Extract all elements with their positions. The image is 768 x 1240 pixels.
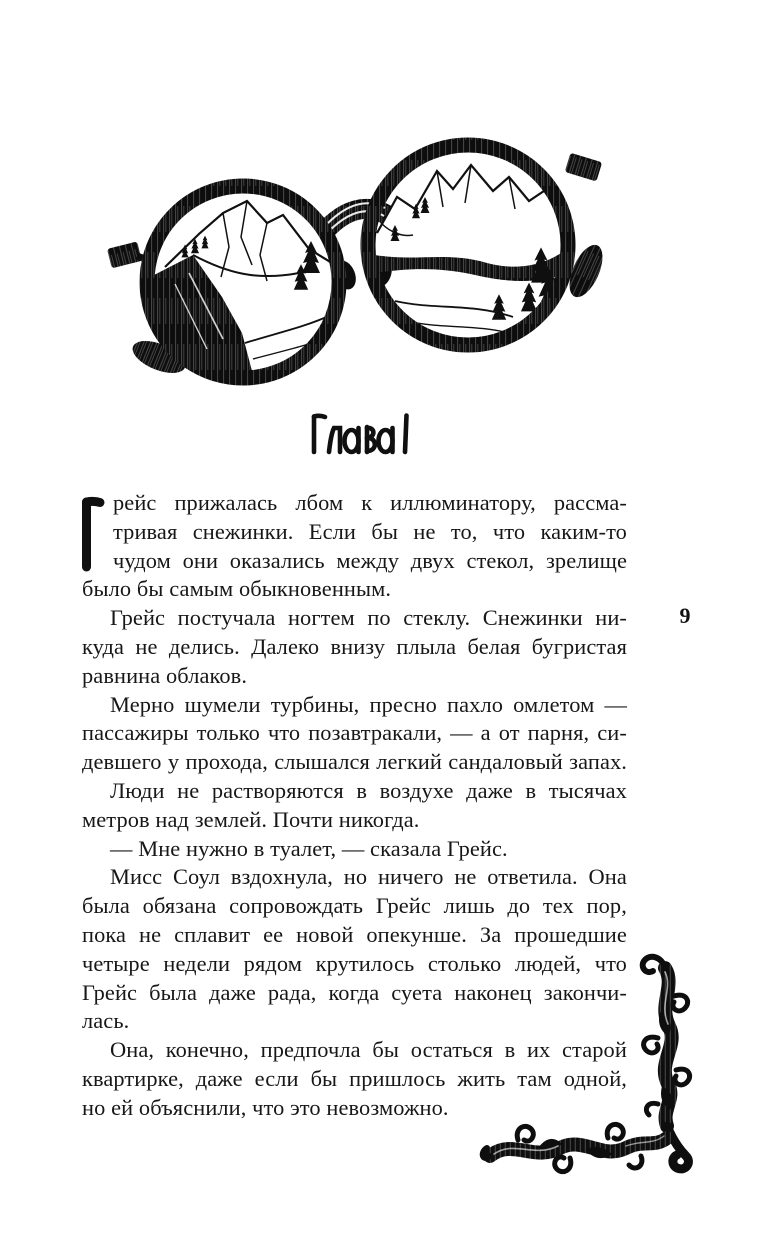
word: к xyxy=(361,490,373,515)
text-line xyxy=(82,489,627,518)
word: квартирке, xyxy=(82,1065,184,1091)
word: жить xyxy=(457,1065,506,1091)
word: только xyxy=(196,720,260,746)
word: прошедшие xyxy=(514,921,627,947)
word: прохода, xyxy=(185,749,268,775)
word: си- xyxy=(597,720,627,746)
word: пришлось xyxy=(349,1065,446,1091)
word: слышался xyxy=(274,749,370,775)
word: Мисс xyxy=(110,864,163,890)
text-line: равнина облаков. xyxy=(82,662,248,688)
word: воздухе xyxy=(379,777,454,803)
word: людей, xyxy=(514,950,582,976)
right-lens-rim xyxy=(368,145,568,345)
word: столько xyxy=(427,950,502,976)
word: одной, xyxy=(563,1065,627,1091)
word: Грейс xyxy=(375,893,431,919)
word: до xyxy=(507,893,531,919)
word: пахло xyxy=(447,691,504,717)
word: а xyxy=(480,720,491,746)
word: суета xyxy=(391,979,443,1005)
text-line: лась. xyxy=(82,1008,130,1034)
word: но xyxy=(343,864,368,890)
word: Она xyxy=(588,864,627,890)
word: омлетом xyxy=(513,691,595,717)
word: бугристая xyxy=(531,633,627,659)
word: вздохнула, xyxy=(230,864,333,890)
word: Люди xyxy=(110,777,165,803)
word: что xyxy=(492,518,526,544)
word: рейс xyxy=(113,490,157,515)
word: между xyxy=(336,547,400,573)
word: иллюминатору, xyxy=(390,490,536,515)
word: лбом xyxy=(295,490,344,515)
word: стекол, xyxy=(466,547,535,573)
word: пассажиры xyxy=(82,720,189,746)
text-line: метров над землей. Почти никогда. xyxy=(82,806,420,832)
word: рассма- xyxy=(553,490,627,515)
word: пор, xyxy=(586,893,627,919)
text-line xyxy=(82,921,627,950)
word: в xyxy=(356,777,368,803)
word: Грейс xyxy=(82,979,138,1005)
word: не xyxy=(139,921,162,947)
word: новой xyxy=(296,921,354,947)
word: крутилось xyxy=(315,950,415,976)
word: у xyxy=(167,749,180,775)
word: Если xyxy=(308,518,356,544)
word: чудом xyxy=(113,547,171,573)
word: каким-то xyxy=(540,518,627,544)
word: не xyxy=(135,633,158,659)
word: запах. xyxy=(569,749,627,775)
word: зрелище xyxy=(545,547,627,573)
text-line xyxy=(82,604,627,633)
word: Она, xyxy=(110,1037,155,1063)
word: пресно xyxy=(369,691,437,717)
word: Снежинки xyxy=(482,605,583,631)
word: что xyxy=(267,720,301,746)
word: недели xyxy=(163,950,231,976)
word: пока xyxy=(82,921,127,947)
word: не xyxy=(177,777,200,803)
word: внизу xyxy=(330,633,386,659)
word: — xyxy=(450,720,473,746)
word: позавтракали, xyxy=(308,720,443,746)
word: плыла xyxy=(396,633,457,659)
word: сандаловый xyxy=(448,749,563,775)
word: ни- xyxy=(595,605,627,631)
glasses-illustration xyxy=(95,105,625,405)
word: делись. xyxy=(168,633,240,659)
word: они xyxy=(182,547,219,573)
word: предпочла xyxy=(260,1037,361,1063)
word: ногтем xyxy=(287,605,355,631)
text-line xyxy=(82,518,627,547)
word: не xyxy=(413,518,436,544)
word: куда xyxy=(82,633,125,659)
word: шумели xyxy=(184,691,261,717)
word: даже xyxy=(466,777,513,803)
text-line xyxy=(82,748,627,777)
word: Грейс xyxy=(110,605,166,631)
word: растворяются xyxy=(211,777,344,803)
word: остаться xyxy=(410,1037,493,1063)
word: — xyxy=(604,691,627,717)
word: Далеко xyxy=(251,633,320,659)
word: ответила. xyxy=(487,864,578,890)
word: снежинки. xyxy=(192,518,294,544)
word: от xyxy=(498,720,520,746)
word: Соул xyxy=(172,864,221,890)
word: четыре xyxy=(82,950,150,976)
word: обязана xyxy=(142,893,217,919)
word: ее xyxy=(263,921,284,947)
word: Мерно xyxy=(110,691,175,717)
text-line xyxy=(82,691,627,720)
word: там xyxy=(517,1065,552,1091)
text-line xyxy=(82,892,627,921)
word: бы xyxy=(310,1065,338,1091)
word: ничего xyxy=(377,864,444,890)
word: белая xyxy=(467,633,521,659)
word: постучала xyxy=(177,605,276,631)
word: не xyxy=(454,864,477,890)
word: лишь xyxy=(443,893,495,919)
corner-ornament-illustration xyxy=(478,950,713,1182)
word: когда xyxy=(328,979,380,1005)
word: их xyxy=(526,1037,551,1063)
word: прижалась xyxy=(174,490,278,515)
word: старой xyxy=(562,1037,627,1063)
text-line: было бы самым обыкновенным. xyxy=(82,576,392,602)
word: двух xyxy=(410,547,455,573)
word: то, xyxy=(450,518,478,544)
word: была xyxy=(82,893,130,919)
word: по xyxy=(367,605,391,631)
word: бы xyxy=(372,1037,400,1063)
word: тысячах xyxy=(548,777,627,803)
word: стеклу. xyxy=(403,605,471,631)
word: сплавит xyxy=(174,921,251,947)
word: если xyxy=(254,1065,299,1091)
word: турбины, xyxy=(270,691,360,717)
word: сопровождать xyxy=(229,893,364,919)
word: девшего xyxy=(82,749,162,775)
word: даже xyxy=(195,1065,243,1091)
word: рядом xyxy=(243,950,302,976)
word: конечно, xyxy=(165,1037,249,1063)
word: что xyxy=(594,950,627,976)
text-line xyxy=(82,633,627,662)
page-number: 9 xyxy=(679,603,691,628)
word: рада, xyxy=(267,979,317,1005)
word: тех xyxy=(542,893,574,919)
text-line xyxy=(82,863,627,892)
word: была xyxy=(149,979,198,1005)
chapter-title xyxy=(308,412,412,458)
text-line xyxy=(82,547,627,576)
word: опекунше. xyxy=(366,921,467,947)
text-line xyxy=(82,777,627,806)
word: легкий xyxy=(376,749,442,775)
word: парня, xyxy=(527,720,590,746)
word: в xyxy=(525,777,537,803)
word: бы xyxy=(371,518,398,544)
word: За xyxy=(479,921,502,947)
word: оказались xyxy=(229,547,325,573)
text-line: — Мне нужно в туалет, — сказала Грейс. xyxy=(110,835,508,861)
word: тривая xyxy=(113,518,178,544)
text-line xyxy=(82,719,627,748)
word: закончи- xyxy=(543,979,627,1005)
word: в xyxy=(504,1037,516,1063)
word: даже xyxy=(209,979,256,1005)
word: наконец xyxy=(454,979,532,1005)
text-line: но ей объяснили, что это невозможно. xyxy=(82,1094,449,1120)
